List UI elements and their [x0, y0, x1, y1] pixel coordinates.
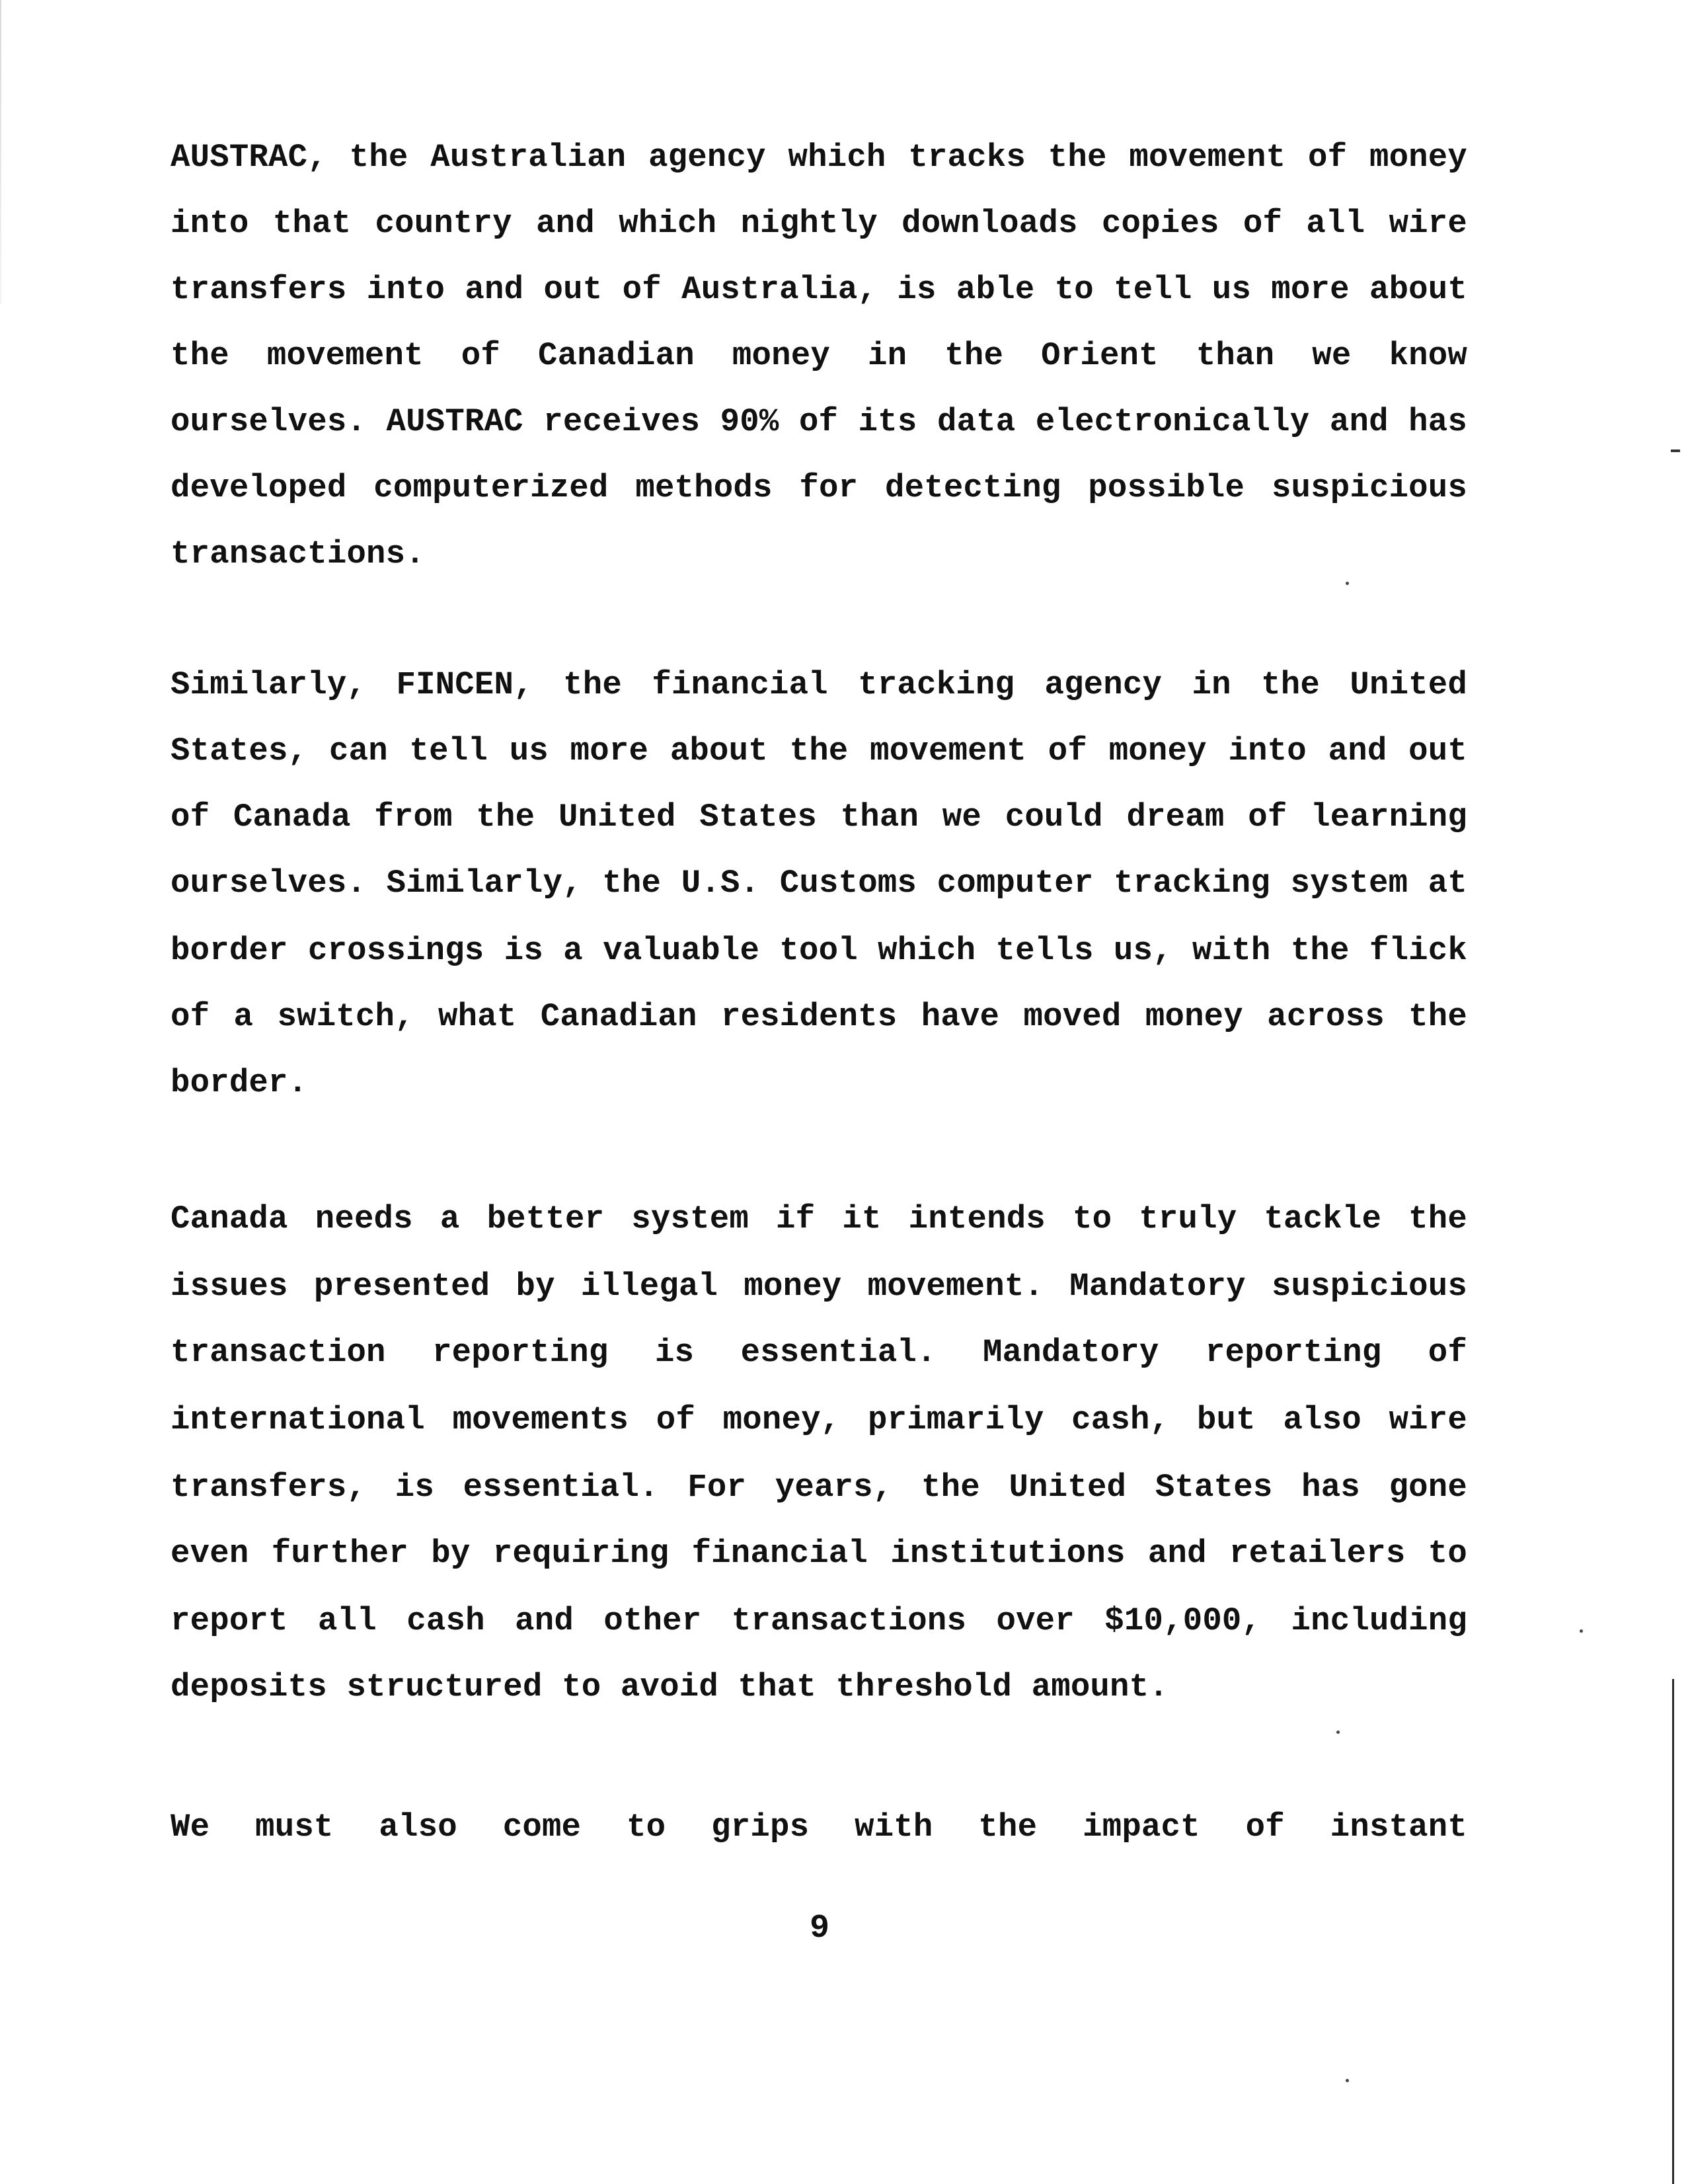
- text-line: States, can tell us more about the movement of money into and out: [171, 732, 1467, 769]
- text-line: report all cash and other transactions over $10,000, including: [171, 1602, 1467, 1639]
- text-line: of Canada from the United States than we could dream of learning: [171, 799, 1467, 836]
- text-line: Canada needs a better system if it intends to truly tackle the: [171, 1200, 1467, 1237]
- text-line: transfers, is essential. For years, the United States has gone: [171, 1469, 1467, 1506]
- text-line: transactions.: [171, 535, 425, 572]
- text-line: border crossings is a valuable tool which tells us, with the flick: [171, 932, 1467, 969]
- scan-speck: [1336, 1731, 1340, 1734]
- text-line: even further by requiring financial institutions and retailers to: [171, 1535, 1467, 1572]
- text-line: developed computerized methods for detecting possible suspicious: [171, 469, 1467, 506]
- text-line: Similarly, FINCEN, the financial tracking agency in the United: [171, 666, 1467, 703]
- scan-speck: [1346, 2079, 1349, 2082]
- scan-edge-left: [0, 0, 1, 304]
- text-line: the movement of Canadian money in the Orient than we know: [171, 337, 1467, 374]
- text-line: ourselves. Similarly, the U.S. Customs computer tracking system at: [171, 865, 1467, 902]
- scan-speck: [1580, 1629, 1583, 1633]
- text-line: AUSTRAC, the Australian agency which tracks the movement of money: [171, 139, 1467, 176]
- text-line: transaction reporting is essential. Mandatory reporting of: [171, 1334, 1467, 1371]
- text-line: of a switch, what Canadian residents have moved money across the: [171, 998, 1467, 1035]
- text-line: We must also come to grips with the impact of instant: [171, 1809, 1467, 1846]
- text-line: deposits structured to avoid that threshold amount.: [171, 1668, 1169, 1705]
- text-line: international movements of money, primarily cash, but also wire: [171, 1401, 1467, 1438]
- text-line: issues presented by illegal money movement. Mandatory suspicious: [171, 1268, 1467, 1305]
- page-number: 9: [809, 1910, 829, 1947]
- text-line: ourselves. AUSTRAC receives 90% of its data electronically and has: [171, 403, 1467, 440]
- text-line: transfers into and out of Australia, is able to tell us more about: [171, 271, 1467, 308]
- scan-mark: [1671, 449, 1680, 452]
- text-line: border.: [171, 1064, 308, 1101]
- scan-speck: [1346, 582, 1349, 585]
- text-line: into that country and which nightly downloads copies of all wire: [171, 205, 1467, 242]
- scan-edge-right: [1672, 1679, 1674, 2184]
